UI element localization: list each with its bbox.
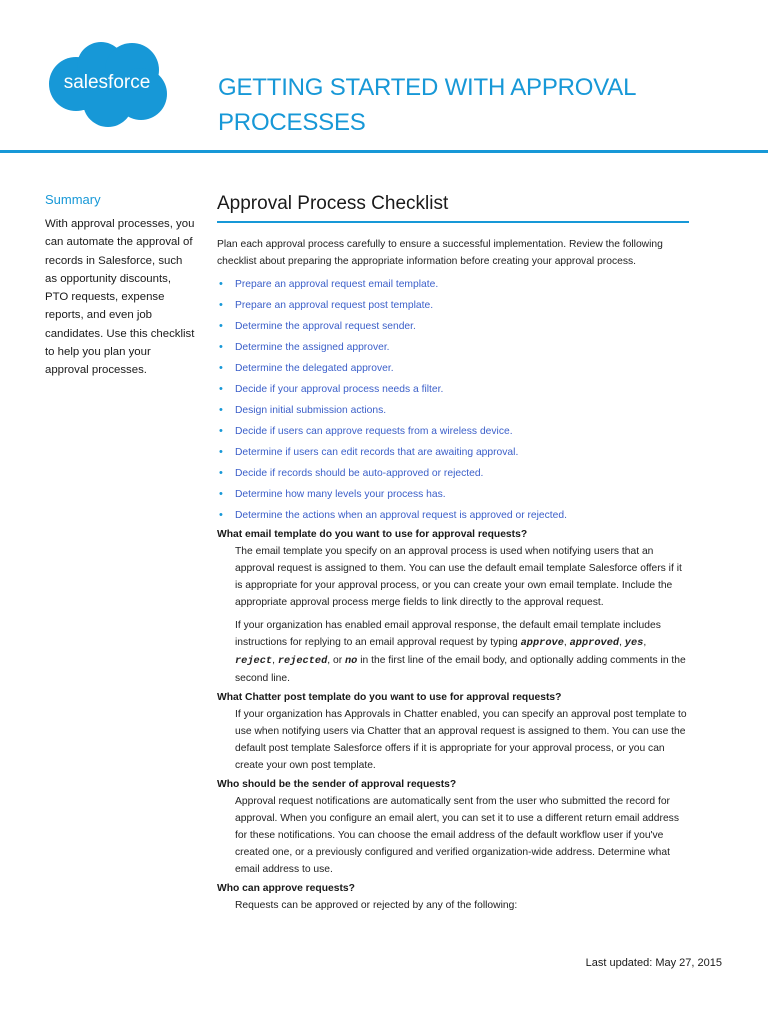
summary-text: With approval processes, you can automate the approval of records in Salesforce, such as opportunity discounts, PTO requests, expense reports, and even job candidates. Use this checklist to help you plan your approval processes. [45, 218, 195, 377]
main-content [217, 192, 689, 922]
checklist-item[interactable]: • Design initial submission actions. [217, 400, 689, 421]
keyword-reject: reject [235, 655, 273, 667]
keyword-yes: yes [624, 637, 644, 649]
chatter-template-question: What Chatter post template do you want to use for approval requests? [217, 692, 562, 703]
summary-sidebar [45, 192, 195, 380]
keyword-no: no [345, 655, 358, 667]
checklist-heading: Approval Process Checklist [217, 193, 449, 214]
keyword-approve: approve [520, 637, 564, 649]
chatter-template-answer: If your organization has Approvals in Chatter enabled, you can specify an approval post template to use when notifying users via Chatter that an approval request is assigned to them. You can use the default post template Salesforce offers if it is appropriate for your approval process, or you can create your own post template. [235, 709, 687, 771]
svg-text:salesforce: salesforce [63, 72, 151, 93]
header-divider [0, 150, 768, 153]
heading-divider [217, 221, 689, 223]
email-response-answer: If your organization has enabled email approval response, the default email template includes instructions for replying to an email approval request by typing approve, approved, yes, reject, rejected, or no in the first line of the email body, and optionally adding comments in the second line. [235, 620, 686, 684]
checklist-item[interactable]: • Prepare an approval request email template. [217, 274, 689, 295]
checklist-item[interactable]: • Determine if users can edit records that are awaiting approval. [217, 442, 689, 463]
last-updated: Last updated: May 27, 2015 [585, 957, 722, 969]
sender-answer: Approval request notifications are automatically sent from the user who submitted the record for approval. When you configure an email alert, you can set it to use a different return email address for these notifications. You can choose the email address of the default workflow user if you've created one, or a previously configured and verified organization-wide address. Determine what email address to use. [235, 796, 679, 875]
email-template-answer: The email template you specify on an approval process is used when notifying users that an approval request is assigned to them. You can use the default email template Salesforce offers if it is appropriate for your approval process, or you can create your own email template. Include the appropriate approval process merge fields to link directly to the approval request. [235, 546, 682, 608]
keyword-approved: approved [569, 637, 620, 649]
keyword-rejected: rejected [277, 655, 328, 667]
checklist-item[interactable]: • Decide if your approval process needs a filter. [217, 379, 689, 400]
summary-heading: Summary [45, 192, 101, 207]
email-template-question: What email template do you want to use for approval requests? [217, 529, 528, 540]
checklist-item[interactable]: • Determine how many levels your process has. [217, 484, 689, 505]
checklist-item[interactable]: • Decide if records should be auto-approved or rejected. [217, 463, 689, 484]
sender-question: Who should be the sender of approval requests? [217, 779, 457, 790]
checklist-item[interactable]: • Determine the delegated approver. [217, 358, 689, 379]
checklist-item[interactable]: • Determine the actions when an approval request is approved or rejected. [217, 505, 689, 526]
email-response-text-end: in the first line of the email body, and optionally adding comments in the second line. [235, 655, 686, 684]
checklist-item[interactable]: • Decide if users can approve requests from a wireless device. [217, 421, 689, 442]
email-response-text: If your organization has enabled email approval response, the default email template includes instructions for replying to an email approval request by typing [235, 620, 661, 648]
checklist [217, 274, 689, 526]
approver-answer: Requests can be approved or rejected by any of the following: [235, 900, 518, 911]
checklist-item[interactable]: • Determine the approval request sender. [217, 316, 689, 337]
document-title: GETTING STARTED WITH APPROVAL PROCESSES [218, 74, 636, 136]
approver-question: Who can approve requests? [217, 883, 355, 894]
intro-text: Plan each approval process carefully to ensure a successful implementation. Review the following checklist about preparing the appropriate information before creating your approval process. [217, 239, 663, 267]
checklist-item[interactable]: • Prepare an approval request post template. [217, 295, 689, 316]
salesforce-logo [46, 40, 168, 128]
checklist-item[interactable]: • Determine the assigned approver. [217, 337, 689, 358]
